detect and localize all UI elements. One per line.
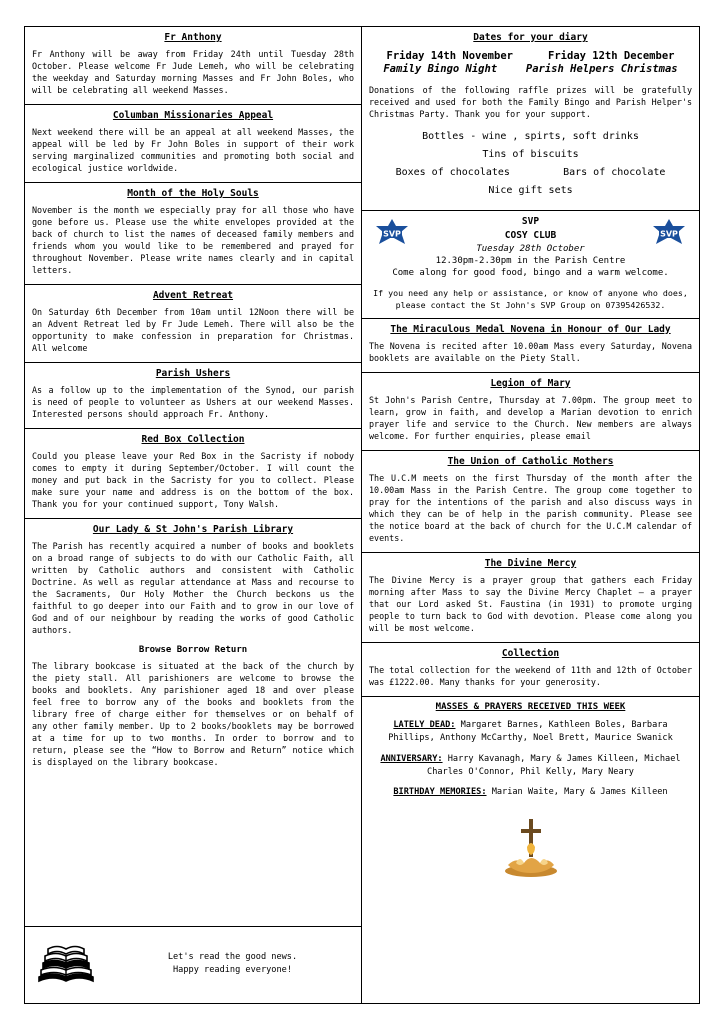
masses-row-label: LATELY DEAD: (393, 719, 456, 730)
section-heading: Legion of Mary (490, 377, 571, 389)
masses-row-label: BIRTHDAY MEMORIES: (393, 787, 487, 798)
prize-item-bars-of-chocolate: Bars of chocolate (563, 166, 666, 178)
two-column-layout (24, 26, 700, 1004)
section-union-of-catholic-mothers (362, 451, 699, 553)
article-body: As a follow up to the implementation of the Synod, our parish is need of people to volunteer as Ushers at our weekend Masses. Interested persons should approach Fr. Anthony. (32, 385, 354, 420)
svp-invite: Come along for good food, bingo and a warm welcome. (392, 267, 669, 278)
section-body: The Divine Mercy is a prayer group that gathers each Friday morning after Mass to say the Divine Mercy Chaplet – a prayer that our Lord asked St. Faustina (in 1931) to promote urging people to turn back to God with devotion. Please come along you will be most welcome. (369, 575, 692, 633)
article-body: Fr Anthony will be away from Friday 24th until Tuesday 28th October. Please welcome Fr Jude Lemeh, who will be celebrating the weekday and Saturday morning Masses and Fr John Boles, who will be celebrating all weekend Masses. (32, 49, 354, 96)
svp-title: SVP (521, 215, 540, 227)
stack-of-books-icon (35, 937, 99, 991)
candle-cross-icon (496, 813, 566, 879)
article-month-of-the-holy-souls (25, 183, 361, 285)
section-body: The total collection for the weekend of 11th and 12th of October was £1222.00. Many thanks for your generosity. (369, 664, 692, 687)
library-footer (25, 927, 361, 1003)
article-body: On Saturday 6th December from 10am until 12Noon there will be an Advent Retreat led by Fr Jude Lemeh. There will also be the opportunity to make confession in preparation for Christmas. All welcome (32, 307, 354, 354)
masses-row-birthday-memories (369, 786, 692, 799)
article-columban-missionaries-appeal (25, 105, 361, 183)
section-heading: The Divine Mercy (484, 557, 577, 569)
section-heading: Collection (501, 647, 560, 659)
prize-item-biscuits: Tins of biscuits (482, 148, 579, 160)
svp-date: Tuesday 28th October (476, 243, 585, 254)
svp-logo-icon-left (375, 218, 409, 248)
article-heading: Red Box Collection (141, 434, 245, 446)
masses-heading: MASSES & PRAYERS RECEIVED THIS WEEK (435, 701, 626, 712)
svp-content (369, 216, 692, 311)
article-fr-anthony (25, 27, 361, 105)
article-body-second: The library bookcase is situated at the back of the church by the piety stall. All parishioners are welcome to browse the books and booklets. Any parishioner aged 18 and over please feel free to borrow any of the books and booklets from the library free of charge either for themselves or on behalf of any other family member. Up to 2 books/booklets may be borrowed at a time for up to two months. In order to borrow and to return, please see the “How to Borrow and Return” notice which is displayed on the library bookcase. (32, 661, 354, 767)
section-heading: The Union of Catholic Mothers (447, 455, 614, 467)
article-heading: Fr Anthony (164, 32, 222, 43)
diary-date-2: Friday 12th December (548, 50, 675, 62)
diary-event-1: Family Bingo Night (383, 63, 498, 75)
section-miraculous-medal-novena (362, 319, 699, 373)
article-body: Next weekend there will be an appeal at all weekend Masses, the appeal will be led by Fr John Boles in support of their work serving marginalized communities and promoting both social and ecological justice worldwide. (32, 127, 354, 174)
prize-item-boxes-of-chocolates: Boxes of chocolates (395, 166, 510, 178)
svg-text:SVP: SVP (660, 229, 678, 239)
diary-events-row (369, 63, 692, 75)
diary-dates-row (369, 50, 692, 62)
article-heading: Advent Retreat (152, 289, 234, 301)
section-heading: Dates for your diary (473, 32, 588, 43)
section-dates-for-your-diary (362, 27, 699, 211)
article-heading: Parish Ushers (155, 367, 231, 379)
masses-row-label: ANNIVERSARY: (380, 753, 443, 764)
left-column (25, 27, 362, 1003)
diary-paragraph: Donations of the following raffle prizes will be gratefully received and used for both the Family Bingo and Parish Helper's Christmas Party. Thank you for your support. (369, 85, 692, 120)
masses-row-names: Harry Kavanagh, Mary & James Killeen, Michael Charles O'Connor, Phil Kelly, Mary Neary (427, 753, 681, 777)
masses-row-names: Margaret Barnes, Kathleen Boles, Barbara Phillips, Anthony McCarthy, Noel Brett, Maurice Swanick (388, 719, 673, 743)
section-divine-mercy (362, 553, 699, 643)
article-parish-ushers (25, 363, 361, 429)
article-heading: Our Lady & St John's Parish Library (92, 524, 294, 536)
article-red-box-collection (25, 429, 361, 519)
masses-row-names: Marian Waite, Mary & James Killeen (486, 787, 668, 798)
section-heading: The Miraculous Medal Novena in Honour of Our Lady (390, 323, 671, 335)
article-subheading: Browse Borrow Return (138, 644, 248, 655)
section-collection (362, 643, 699, 697)
article-body: The Parish has recently acquired a number of books and booklets on a broad range of subjects to do with our Catholic Faith, all written by Catholic authors and consistent with Catholic Doctrine. As well as regular attendance at Mass and recourse to the Sacraments, Our Holy Mother the Church beckons us the faithful to go deeper into our Faith and to grow in our love of God and of our neighbour by reading the works of good Catholic authors. (32, 541, 354, 635)
candle-image-wrapper (369, 807, 692, 893)
section-legion-of-mary (362, 373, 699, 451)
article-body: Could you please leave your Red Box in the Sacristy if nobody comes to empty it during September/October. I will count the money and put back in the Sacristy for you to collect. Please make sure your name and address is on the bottom of the box. Thank you for your continued support, Tony Walsh. (32, 451, 354, 510)
svp-club-name: COSY CLUB (504, 229, 557, 241)
library-footer-message (111, 951, 354, 977)
prize-item-bottles: Bottles - wine , spirts, soft drinks (422, 130, 639, 142)
prize-row-chocolates (369, 167, 692, 178)
article-body: November is the month we especially pray for all those who have gone before us. Please use the white envelopes provided at the back of church to list the names of deceased family members and friends whom you would like to be remembered and prayed for throughout November. Please write names clearly and in capital letters. (32, 205, 354, 276)
article-parish-library (25, 519, 361, 927)
section-body: St John's Parish Centre, Thursday at 7.00pm. The group meet to learn, grow in faith, and develop a Marian devotion to enrich prayer life and service to the Church. New members are always welcome. For further enquiries, please email (369, 395, 692, 441)
section-masses-and-prayers (362, 697, 699, 1003)
svg-text:SVP: SVP (383, 229, 401, 239)
svp-logo-icon-right (652, 218, 686, 248)
library-footer-line1: Let's read the good news. (167, 952, 298, 963)
section-body: The Novena is recited after 10.00am Mass every Saturday, Novena booklets are available on the Piety Stall. (369, 340, 692, 363)
svp-time: 12.30pm-2.30pm in the Parish Centre (435, 255, 626, 266)
prize-item-gift-sets: Nice gift sets (488, 184, 573, 196)
svp-contact-note: If you need any help or assistance, or know of anyone who does, please contact the St John's SVP Group on 07395426532. (373, 287, 688, 310)
masses-row-lately-dead (369, 719, 692, 745)
diary-event-2: Parish Helpers Christmas (525, 63, 678, 75)
article-heading: Month of the Holy Souls (127, 188, 259, 200)
diary-date-1: Friday 14th November (386, 50, 513, 62)
right-column (362, 27, 699, 1003)
masses-row-anniversary (369, 753, 692, 779)
section-svp-cosy-club (362, 211, 699, 319)
article-advent-retreat (25, 285, 361, 363)
section-body: The U.C.M meets on the first Thursday of the month after the 10.00am Mass in the Parish Centre. The group come together to pray for the intentions of the parish and also discuss ways in which they can be of help in the parish community. Please see the notice board at the back of church for the U.C.M calendar of events. (369, 473, 692, 543)
article-heading: Columban Missionaries Appeal (112, 110, 274, 122)
library-footer-line2: Happy reading everyone! (173, 965, 292, 975)
